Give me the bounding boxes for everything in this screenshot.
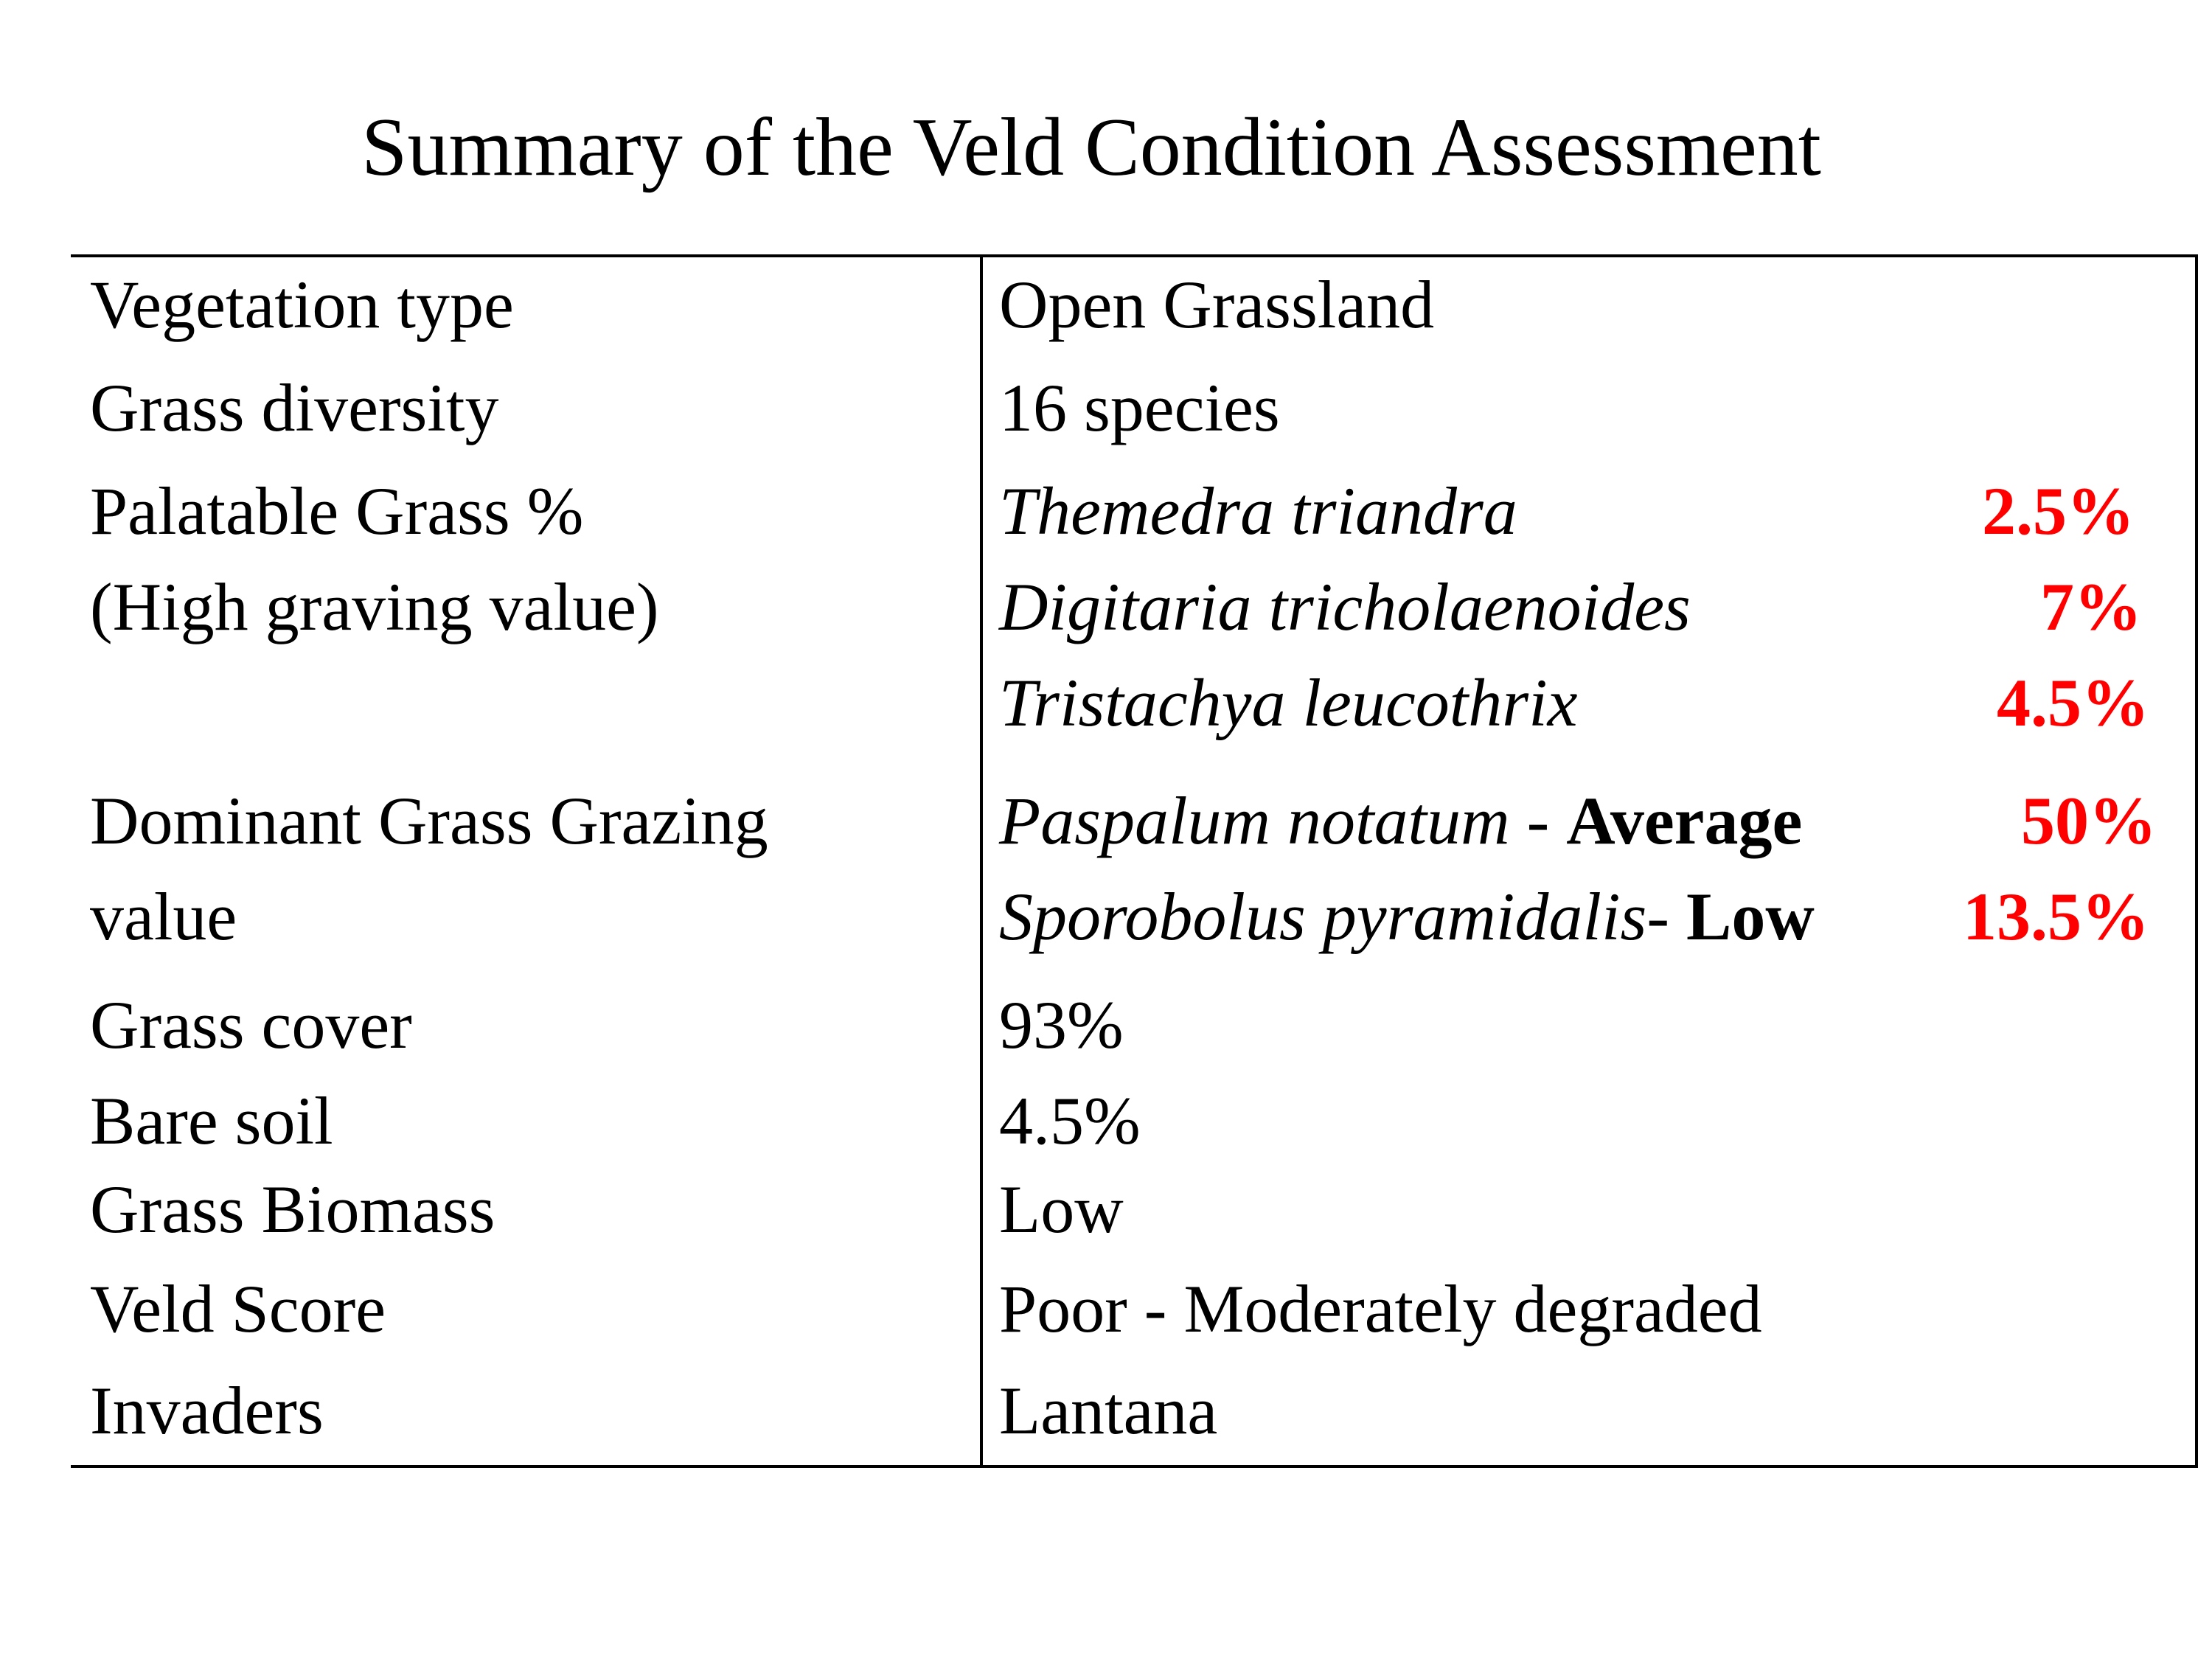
dominant-species-separator: - xyxy=(1646,879,1686,954)
table-column-divider xyxy=(980,254,983,1468)
dominant-species-name: Paspalum notatum xyxy=(999,783,1510,858)
dominant-species-rating: Average xyxy=(1566,783,1803,858)
bare-soil-label: Bare soil xyxy=(90,1083,333,1158)
bare-soil-value: 4.5% xyxy=(999,1083,1141,1158)
table-right-border xyxy=(2195,254,2198,1468)
palatable-species-percent: 4.5% xyxy=(1997,665,2149,740)
grass-cover-label: Grass cover xyxy=(90,987,412,1062)
page-title: Summary of the Veld Condition Assessment xyxy=(361,102,1821,193)
palatable-grass-label: Palatable Grass % xyxy=(90,473,584,549)
vegetation-type-value: Open Grassland xyxy=(999,267,1435,342)
invaders-label: Invaders xyxy=(90,1373,324,1448)
palatable-species-name: Tristachya leucothrix xyxy=(999,665,1578,740)
table-top-border xyxy=(71,254,2198,257)
palatable-grass-sublabel: (High graving value) xyxy=(90,569,659,644)
dominant-grass-label: Dominant Grass Grazing xyxy=(90,783,768,858)
palatable-species-percent: 2.5% xyxy=(1982,473,2135,549)
dominant-species-rating: Low xyxy=(1686,879,1815,954)
dominant-grass-sublabel: value xyxy=(90,879,237,954)
dominant-species-percent: 13.5% xyxy=(1963,879,2149,954)
grass-cover-value: 93% xyxy=(999,987,1124,1062)
dominant-species-line xyxy=(999,876,1815,957)
palatable-species-name: Themedra triandra xyxy=(999,473,1517,549)
dominant-species-separator: - xyxy=(1509,783,1567,858)
invaders-value: Lantana xyxy=(999,1373,1218,1448)
table-bottom-border xyxy=(71,1465,2198,1468)
grass-biomass-value: Low xyxy=(999,1172,1124,1247)
dominant-species-name: Sporobolus pyramidalis xyxy=(999,879,1647,954)
veld-score-value: Poor - Moderately degraded xyxy=(999,1271,1762,1346)
veld-score-label: Veld Score xyxy=(90,1271,386,1346)
vegetation-type-label: Vegetation type xyxy=(90,267,514,342)
dominant-species-percent: 50% xyxy=(2021,783,2157,858)
grass-biomass-label: Grass Biomass xyxy=(90,1172,495,1247)
grass-diversity-value: 16 species xyxy=(999,370,1280,445)
dominant-species-line xyxy=(999,780,1802,861)
grass-diversity-label: Grass diversity xyxy=(90,370,499,445)
palatable-species-percent: 7% xyxy=(2040,569,2142,644)
palatable-species-name: Digitaria tricholaenoides xyxy=(999,569,1691,644)
